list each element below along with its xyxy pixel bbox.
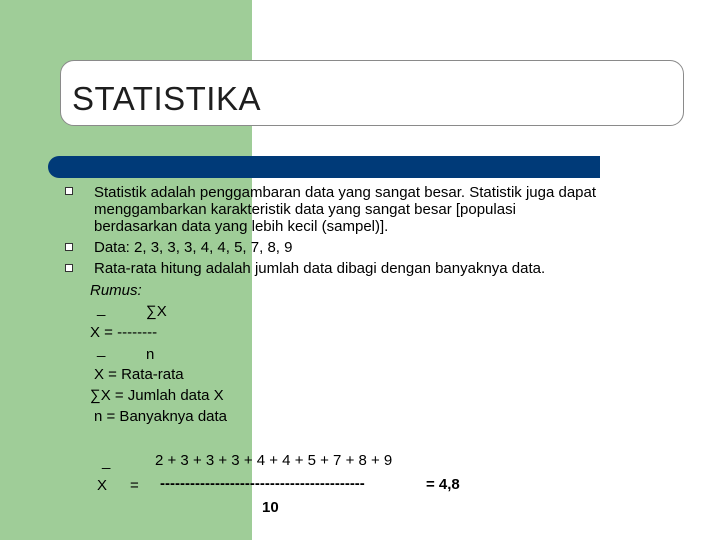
bullet-icon [65, 187, 73, 195]
formula-sum-x: ∑X [146, 303, 167, 320]
rumus-label: Rumus: [90, 282, 142, 299]
calc-result: = 4,8 [426, 476, 460, 493]
bullet-1-line-3: berdasarkan data yang lebih kecil (sampel)]. [94, 218, 389, 235]
formula-lhs: X = -------- [90, 324, 158, 341]
calc-equals: = [130, 477, 139, 494]
formula-bar: _ [97, 300, 106, 317]
calc-bar: _ [102, 453, 111, 470]
calc-x: X [97, 477, 108, 494]
definition-n: n = Banyaknya data [94, 408, 228, 425]
bullet-3-text: Rata-rata hitung adalah jumlah data dibagi dengan banyaknya data. [94, 260, 546, 277]
formula-bar-2: _ [97, 341, 106, 358]
calc-fraction-line: ----------------------------------------- [160, 475, 365, 492]
bullet-icon [65, 264, 73, 272]
calc-denominator: 10 [262, 499, 279, 516]
slide-title: STATISTIKA [72, 80, 261, 117]
header-bar [48, 156, 600, 178]
definition-mean: X = Rata-rata [94, 366, 184, 383]
green-left-strip [0, 160, 60, 540]
bullet-2-text: Data: 2, 3, 3, 3, 4, 4, 5, 7, 8, 9 [94, 239, 293, 256]
calc-numerator: 2 + 3 + 3 + 3 + 4 + 4 + 5 + 7 + 8 + 9 [155, 452, 393, 469]
bullet-1-line-1: Statistik adalah penggambaran data yang sangat besar. Statistik juga dapat [94, 184, 597, 201]
formula-n: n [146, 346, 155, 363]
bullet-1-line-2: menggambarkan karakteristik data yang sangat besar [populasi [94, 201, 516, 218]
bullet-icon [65, 243, 73, 251]
definition-sum: ∑X = Jumlah data X [90, 387, 224, 404]
